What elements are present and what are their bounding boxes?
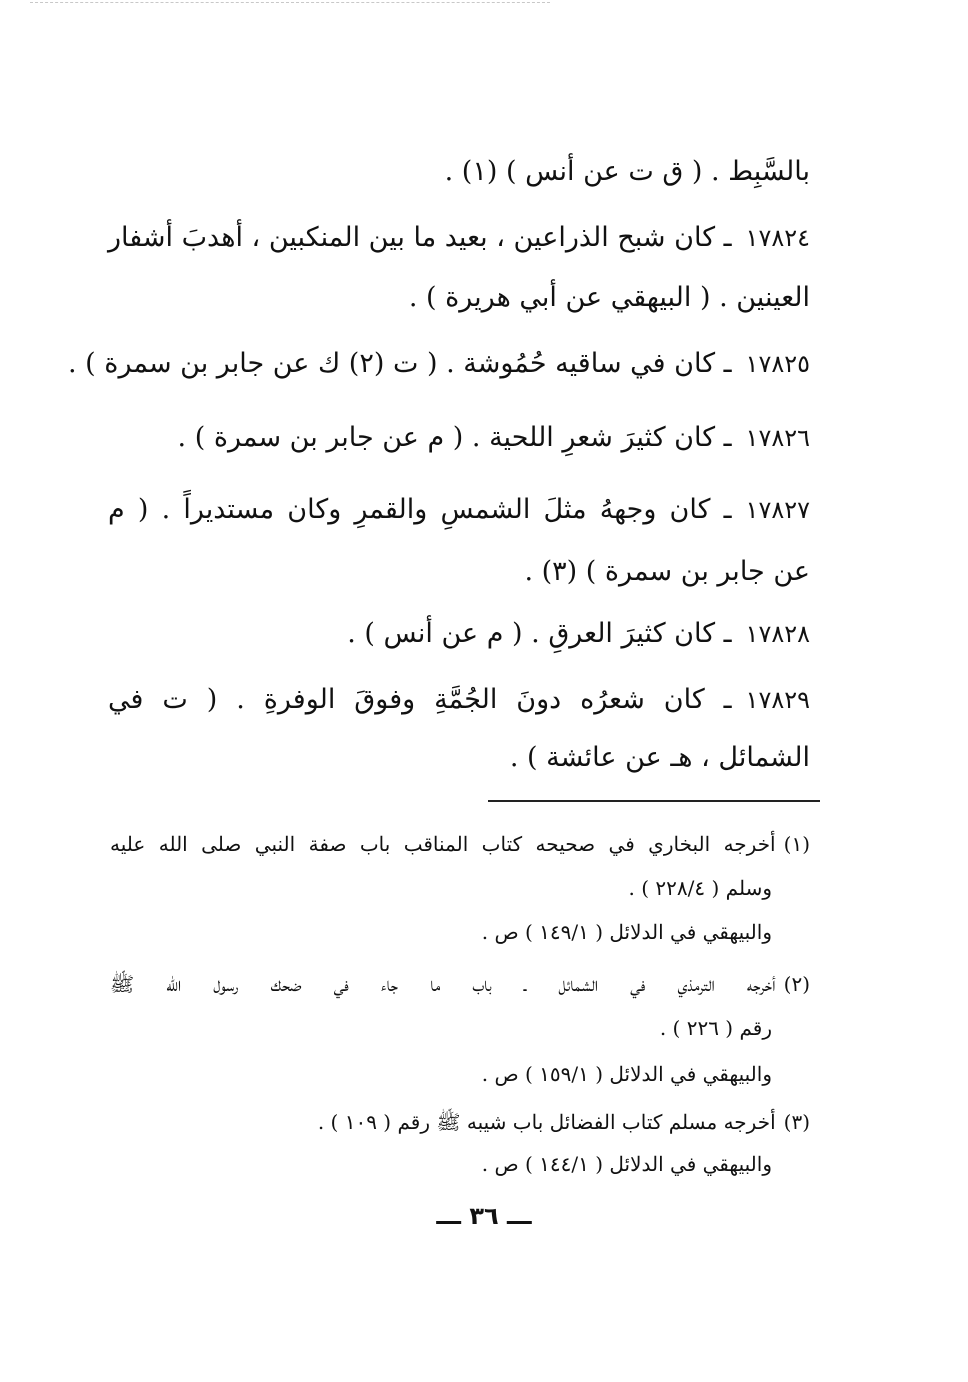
- hadith-17824: [108, 218, 810, 258]
- hadith-number: ١٧٨٢٩: [745, 686, 810, 714]
- body-line-continuation: [108, 152, 810, 192]
- hadith-number: ١٧٨٢٤: [745, 224, 810, 252]
- footnote-3-line-2: [110, 1148, 772, 1180]
- hadith-text: ـ كان كثيرَ شعرِ اللحية . ( م عن جابر بن سمرة ) .: [177, 422, 732, 453]
- body-line-text: بالسَّبِط . ( ق ت عن أنس ) (١) .: [444, 156, 810, 187]
- hadith-number: ١٧٨٢٨: [745, 620, 810, 648]
- footnote-text: وسلم ( ٢٢٨/٤ ) .: [628, 876, 772, 900]
- hadith-text: ـ كان شبح الذراعين ، بعيد ما بين المنكبين ، أهدبَ أشفار: [108, 222, 732, 253]
- hadith-text: ـ كان وجههُ مثلَ الشمسِ والقمرِ وكان مستديراً . ( م: [108, 494, 732, 525]
- hadith-17826: [108, 418, 810, 458]
- footnote-marker: (٢): [783, 972, 810, 996]
- body-line-text: عن جابر بن سمرة ) (٣) .: [524, 556, 810, 587]
- hadith-text: ـ كان كثيرَ العرقِ . ( م عن أنس ) .: [347, 618, 732, 649]
- footnote-2-line-2: [110, 1012, 772, 1044]
- footnote-text: أخرجه الترمذي في الشمائل ـ باب ما جاء في ضحك رسول الله ﷺ: [110, 972, 776, 996]
- hadith-17829: [108, 680, 810, 720]
- page-number: ـــ ٣٦ ـــ: [436, 1202, 532, 1230]
- hadith-text: ـ كان شعرُه دونَ الجُمَّةِ وفوقَ الوفرةِ . ( ت في: [108, 684, 732, 715]
- hadith-17825: [68, 344, 810, 384]
- body-line-text: الشمائل ، هـ عن عائشة ) .: [509, 742, 810, 773]
- footnote-1: [110, 828, 810, 860]
- footnote-separator: [488, 800, 820, 802]
- hadith-text: ـ كان في ساقيه حُمُوشة . ( ت (٢) ك عن جابر بن سمرة ) .: [68, 348, 732, 379]
- footnote-marker: (١): [783, 832, 810, 856]
- footnote-2: [110, 968, 810, 1000]
- footnote-1-line-3: [110, 916, 772, 948]
- body-line-17824-cont: [108, 278, 810, 318]
- body-line-17829-cont: [108, 738, 810, 778]
- hadith-number: ١٧٨٢٦: [745, 424, 810, 452]
- footnote-2-line-3: [110, 1058, 772, 1090]
- footnote-marker: (٣): [783, 1110, 810, 1134]
- footnote-text: والبيهقي في الدلائل ( ١٤٩/١ ) ص .: [481, 920, 772, 944]
- footnote-text: والبيهقي في الدلائل ( ١٥٩/١ ) ص .: [481, 1062, 772, 1086]
- footnote-text: رقم ( ٢٢٦ ) .: [659, 1016, 772, 1040]
- footnote-1-line-2: [110, 872, 772, 904]
- hadith-17828: [108, 614, 810, 654]
- footnote-text: أخرجه البخاري في صحيحه كتاب المناقب باب صفة النبي صلى الله عليه: [110, 832, 776, 856]
- body-line-text: العينين . ( البيهقي عن أبي هريرة ) .: [408, 282, 810, 313]
- hadith-17827: [108, 490, 810, 530]
- body-line-17827-cont: [108, 552, 810, 592]
- hadith-number: ١٧٨٢٧: [745, 496, 810, 524]
- footnote-text: والبيهقي في الدلائل ( ١٤٤/١ ) ص .: [481, 1152, 772, 1176]
- footnote-3: [110, 1106, 810, 1138]
- footnote-text: أخرجه مسلم كتاب الفضائل باب شيبه ﷺ رقم ( ١٠٩ ) .: [317, 1110, 776, 1134]
- hadith-number: ١٧٨٢٥: [745, 350, 810, 378]
